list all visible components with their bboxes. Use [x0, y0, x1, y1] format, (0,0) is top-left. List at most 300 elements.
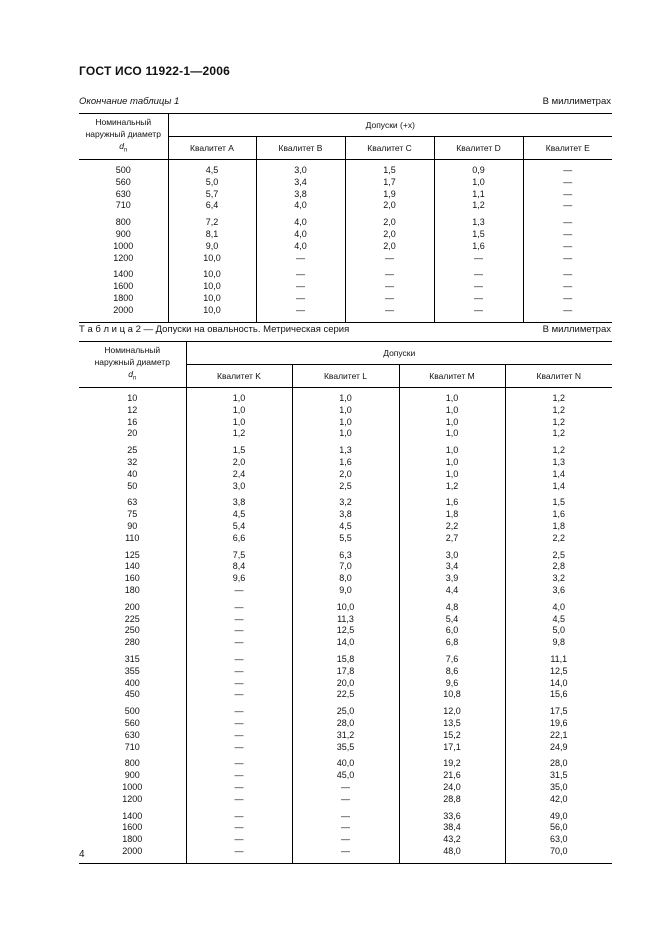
diameter-cell: 250	[124, 625, 140, 636]
tolerance-cell: 70,0	[505, 846, 612, 858]
diameter-cell: 2000	[122, 845, 143, 856]
tolerance-cell: 35,0	[505, 782, 612, 794]
table-row	[79, 165, 612, 177]
tolerance-cell: 4,5	[292, 521, 399, 533]
tolerance-cell: 3,4	[256, 177, 345, 189]
column-header: Квалитет M	[399, 365, 505, 388]
tolerance-cell: —	[292, 822, 399, 834]
tolerance-cell: 1,2	[505, 428, 612, 440]
table-row	[79, 846, 612, 858]
tolerance-cell: 1,6	[505, 509, 612, 521]
tolerance-cell: 2,0	[345, 217, 434, 229]
tolerance-cell: 24,9	[505, 742, 612, 754]
tolerance-cell: 5,4	[399, 614, 505, 626]
tolerance-cell: 7,6	[399, 654, 505, 666]
tolerance-cell: —	[345, 253, 434, 265]
tolerance-cell: —	[434, 269, 523, 281]
tolerance-cell: 1,0	[399, 405, 505, 417]
tolerance-cell: 1,5	[505, 497, 612, 509]
tolerance-cell: 19,2	[399, 758, 505, 770]
tolerance-cell: —	[434, 305, 523, 317]
diameter-cell: 1400	[122, 810, 143, 821]
diameter-cell: 110	[125, 532, 140, 543]
table-row	[79, 229, 612, 241]
table-row	[79, 585, 612, 597]
tolerance-cell: 8,4	[186, 561, 292, 573]
tolerance-cell: —	[292, 811, 399, 823]
tolerance-cell: 6,8	[399, 637, 505, 649]
diameter-cell: 16	[127, 416, 138, 427]
tolerance-cell: 1,1	[434, 189, 523, 201]
tolerance-cell: —	[523, 293, 612, 305]
tolerance-cell: 1,3	[434, 217, 523, 229]
diameter-cell: 90	[127, 520, 138, 531]
table-row	[79, 602, 612, 614]
table-row	[79, 445, 612, 457]
table1-group-header: Допуски (+x)	[168, 114, 612, 137]
table-row	[79, 706, 612, 718]
tolerance-cell: —	[523, 177, 612, 189]
tolerance-cell: 3,2	[292, 497, 399, 509]
tolerance-cell: 1,0	[399, 428, 505, 440]
tolerance-cell: 3,8	[186, 497, 292, 509]
tolerance-cell: —	[523, 229, 612, 241]
column-header: Квалитет E	[523, 137, 612, 160]
table-row	[79, 177, 612, 189]
table-row	[79, 293, 612, 305]
tolerance-cell: —	[186, 770, 292, 782]
tolerance-cell: 6,0	[399, 625, 505, 637]
tolerance-cell: 1,2	[505, 445, 612, 457]
diameter-cell: 125	[124, 549, 140, 560]
table1	[79, 113, 612, 323]
tolerance-cell: 9,0	[168, 241, 256, 253]
diameter-cell: 630	[124, 729, 140, 740]
tolerance-cell: 15,6	[505, 689, 612, 701]
table-row	[79, 822, 612, 834]
tolerance-cell: —	[186, 846, 292, 858]
page-number: 4	[79, 849, 85, 860]
table-row	[79, 200, 612, 212]
diameter-cell: 800	[115, 217, 131, 228]
tolerance-cell: —	[186, 654, 292, 666]
tolerance-cell: 1,5	[186, 445, 292, 457]
tolerance-cell: 1,5	[345, 165, 434, 177]
diameter-cell: 225	[124, 613, 140, 624]
table1-units: В миллиметрах	[542, 96, 611, 107]
tolerance-cell: 1,2	[186, 428, 292, 440]
diameter-cell: 40	[127, 468, 138, 479]
table-row	[79, 457, 612, 469]
table-row	[79, 550, 612, 562]
tolerance-cell: 17,5	[505, 706, 612, 718]
tolerance-cell: —	[186, 758, 292, 770]
table-row	[79, 730, 612, 742]
table-row	[79, 521, 612, 533]
tolerance-cell: 2,2	[505, 533, 612, 545]
tolerance-cell: 1,8	[505, 521, 612, 533]
table-row	[79, 393, 612, 405]
tolerance-cell: —	[186, 811, 292, 823]
tolerance-cell: 1,6	[434, 241, 523, 253]
diameter-cell: 32	[127, 456, 138, 467]
tolerance-cell: 4,8	[399, 602, 505, 614]
tolerance-cell: 2,0	[345, 200, 434, 212]
diameter-cell: 315	[124, 653, 140, 664]
tolerance-cell: 1,5	[434, 229, 523, 241]
table-row	[79, 405, 612, 417]
table-row	[79, 428, 612, 440]
column-header: Квалитет N	[505, 365, 612, 388]
tolerance-cell: 5,5	[292, 533, 399, 545]
tolerance-cell: 15,2	[399, 730, 505, 742]
tolerance-cell: 2,2	[399, 521, 505, 533]
tolerance-cell: 1,8	[399, 509, 505, 521]
table-row	[79, 281, 612, 293]
diameter-cell: 10	[127, 393, 138, 403]
tolerance-cell: 4,0	[505, 602, 612, 614]
tolerance-cell: —	[186, 742, 292, 754]
tolerance-cell: —	[186, 602, 292, 614]
tolerance-cell: 22,1	[505, 730, 612, 742]
tolerance-cell: 2,5	[505, 550, 612, 562]
tolerance-cell: 24,0	[399, 782, 505, 794]
tolerance-cell: 10,0	[168, 281, 256, 293]
tolerance-cell: 48,0	[399, 846, 505, 858]
table-row	[79, 614, 612, 626]
table-row	[79, 718, 612, 730]
column-header: Квалитет D	[434, 137, 523, 160]
tolerance-cell: 0,9	[434, 165, 523, 177]
table-row	[79, 794, 612, 806]
tolerance-cell: 17,8	[292, 666, 399, 678]
tolerance-cell: 2,8	[505, 561, 612, 573]
diameter-cell: 280	[124, 637, 140, 648]
table2-diameter-header: Номинальный наружный диаметр $d_n$	[79, 342, 186, 388]
diameter-cell: 1800	[113, 292, 134, 303]
tolerance-cell: 4,5	[168, 165, 256, 177]
tolerance-cell: 3,0	[256, 165, 345, 177]
tolerance-cell: 1,6	[399, 497, 505, 509]
column-header: Квалитет A	[168, 137, 256, 160]
tolerance-cell: —	[186, 782, 292, 794]
tolerance-cell: —	[186, 822, 292, 834]
tolerance-cell: 1,0	[399, 445, 505, 457]
diameter-cell: 500	[124, 706, 140, 717]
tolerance-cell: 15,8	[292, 654, 399, 666]
diameter-cell: 140	[124, 561, 140, 572]
tolerance-cell: —	[523, 241, 612, 253]
tolerance-cell: 7,2	[168, 217, 256, 229]
tolerance-cell: 4,0	[256, 217, 345, 229]
tolerance-cell: 12,0	[399, 706, 505, 718]
table-row	[79, 509, 612, 521]
tolerance-cell: 12,5	[505, 666, 612, 678]
table-row	[79, 561, 612, 573]
tolerance-cell: —	[434, 293, 523, 305]
diameter-cell: 12	[127, 404, 138, 415]
tolerance-cell: 56,0	[505, 822, 612, 834]
tolerance-cell: 4,4	[399, 585, 505, 597]
tolerance-cell: 1,0	[292, 428, 399, 440]
tolerance-cell: —	[256, 269, 345, 281]
tolerance-cell: 1,2	[505, 405, 612, 417]
diameter-cell: 1600	[113, 281, 134, 292]
tolerance-cell: 8,0	[292, 573, 399, 585]
tolerance-cell: 2,7	[399, 533, 505, 545]
table-row	[79, 533, 612, 545]
tolerance-cell: 1,0	[186, 417, 292, 429]
tolerance-cell: 45,0	[292, 770, 399, 782]
diameter-cell: 1000	[113, 240, 134, 251]
tolerance-cell: 1,0	[292, 405, 399, 417]
tolerance-cell: —	[523, 165, 612, 177]
tolerance-cell: 35,5	[292, 742, 399, 754]
tolerance-cell: 2,4	[186, 469, 292, 481]
tolerance-cell: 3,0	[186, 481, 292, 493]
tolerance-cell: 21,6	[399, 770, 505, 782]
tolerance-cell: 49,0	[505, 811, 612, 823]
tolerance-cell: 4,0	[256, 200, 345, 212]
diameter-cell: 900	[124, 770, 140, 781]
table-row	[79, 481, 612, 493]
diameter-cell: 2000	[113, 304, 134, 315]
tolerance-cell: 40,0	[292, 758, 399, 770]
tolerance-cell: 33,6	[399, 811, 505, 823]
tolerance-cell: —	[256, 281, 345, 293]
tolerance-cell: 1,0	[434, 177, 523, 189]
tolerance-cell: 10,0	[292, 602, 399, 614]
tolerance-cell: 28,0	[292, 718, 399, 730]
tolerance-cell: —	[292, 794, 399, 806]
tolerance-cell: 3,2	[505, 573, 612, 585]
tolerance-cell: 13,5	[399, 718, 505, 730]
tolerance-cell: 1,2	[399, 481, 505, 493]
tolerance-cell: 42,0	[505, 794, 612, 806]
tolerance-cell: —	[186, 585, 292, 597]
tolerance-cell: —	[186, 730, 292, 742]
tolerance-cell: 1,7	[345, 177, 434, 189]
tolerance-cell: —	[256, 293, 345, 305]
tolerance-cell: —	[523, 217, 612, 229]
diameter-cell: 63	[127, 497, 138, 508]
table2-units: В миллиметрах	[542, 324, 611, 335]
diameter-cell: 355	[124, 665, 140, 676]
tolerance-cell: 25,0	[292, 706, 399, 718]
tolerance-cell: 38,4	[399, 822, 505, 834]
tolerance-cell: 1,0	[292, 417, 399, 429]
tolerance-cell: 10,0	[168, 305, 256, 317]
table2	[79, 341, 612, 864]
table-row	[79, 253, 612, 265]
tolerance-cell: —	[345, 269, 434, 281]
tolerance-cell: —	[186, 625, 292, 637]
table2-group-header: Допуски	[186, 342, 612, 365]
tolerance-cell: 10,0	[168, 253, 256, 265]
table-row	[79, 217, 612, 229]
tolerance-cell: —	[345, 293, 434, 305]
tolerance-cell: 63,0	[505, 834, 612, 846]
tolerance-cell: 4,0	[256, 241, 345, 253]
diameter-cell: 200	[124, 601, 140, 612]
tolerance-cell: —	[292, 846, 399, 858]
diameter-cell: 160	[124, 573, 140, 584]
tolerance-cell: 8,1	[168, 229, 256, 241]
tolerance-cell: 1,0	[399, 417, 505, 429]
tolerance-cell: 31,5	[505, 770, 612, 782]
tolerance-cell: 1,9	[345, 189, 434, 201]
document-title: ГОСТ ИСО 11922-1—2006	[79, 64, 230, 78]
tolerance-cell: 1,0	[186, 405, 292, 417]
tolerance-cell: 3,8	[256, 189, 345, 201]
table-row	[79, 573, 612, 585]
tolerance-cell: 1,2	[505, 417, 612, 429]
diameter-cell: 560	[115, 176, 131, 187]
diameter-cell: 75	[127, 509, 138, 520]
tolerance-cell: 7,5	[186, 550, 292, 562]
table-row	[79, 189, 612, 201]
diameter-cell: 50	[127, 480, 138, 491]
tolerance-cell: —	[256, 305, 345, 317]
diameter-cell: 900	[115, 228, 131, 239]
table1-diameter-header: Номинальный наружный диаметр $d_n$	[79, 114, 168, 160]
table-row	[79, 666, 612, 678]
tolerance-cell: 1,2	[505, 393, 612, 405]
tolerance-cell: 3,0	[399, 550, 505, 562]
tolerance-cell: —	[292, 834, 399, 846]
tolerance-cell: 1,0	[399, 469, 505, 481]
diameter-cell: 560	[124, 717, 140, 728]
tolerance-cell: 2,0	[345, 229, 434, 241]
tolerance-cell: —	[186, 718, 292, 730]
tolerance-cell: 1,6	[292, 457, 399, 469]
diameter-cell: 1600	[122, 822, 143, 833]
tolerance-cell: 31,2	[292, 730, 399, 742]
tolerance-cell: 3,4	[399, 561, 505, 573]
tolerance-cell: 2,0	[345, 241, 434, 253]
tolerance-cell: —	[523, 189, 612, 201]
tolerance-cell: —	[345, 281, 434, 293]
tolerance-cell: —	[523, 281, 612, 293]
tolerance-cell: —	[523, 269, 612, 281]
tolerance-cell: 14,0	[505, 678, 612, 690]
tolerance-cell: —	[434, 281, 523, 293]
tolerance-cell: —	[523, 305, 612, 317]
table2-caption: Т а б л и ц а 2 — Допуски на овальность. Метрическая серия	[79, 324, 350, 335]
table-row	[79, 654, 612, 666]
diameter-cell: 180	[124, 584, 140, 595]
tolerance-cell: 17,1	[399, 742, 505, 754]
tolerance-cell: 1,4	[505, 469, 612, 481]
tolerance-cell: 3,8	[292, 509, 399, 521]
tolerance-cell: —	[186, 794, 292, 806]
tolerance-cell: —	[186, 678, 292, 690]
tolerance-cell: 1,0	[399, 393, 505, 405]
tolerance-cell: 6,3	[292, 550, 399, 562]
tolerance-cell: —	[523, 253, 612, 265]
table-row	[79, 758, 612, 770]
tolerance-cell: 11,3	[292, 614, 399, 626]
diameter-cell: 1000	[122, 781, 143, 792]
tolerance-cell: 1,0	[399, 457, 505, 469]
tolerance-cell: 5,7	[168, 189, 256, 201]
diameter-cell: 25	[127, 445, 138, 456]
tolerance-cell: 1,2	[434, 200, 523, 212]
tolerance-cell: 3,9	[399, 573, 505, 585]
table-row	[79, 770, 612, 782]
table-row	[79, 417, 612, 429]
tolerance-cell: 1,3	[505, 457, 612, 469]
table-row	[79, 782, 612, 794]
table-row	[79, 241, 612, 253]
table-row	[79, 678, 612, 690]
tolerance-cell: —	[186, 834, 292, 846]
tolerance-cell: —	[186, 614, 292, 626]
diameter-cell: 710	[124, 741, 140, 752]
column-header: Квалитет C	[345, 137, 434, 160]
tolerance-cell: 8,6	[399, 666, 505, 678]
tolerance-cell: 3,6	[505, 585, 612, 597]
tolerance-cell: 22,5	[292, 689, 399, 701]
tolerance-cell: 2,0	[186, 457, 292, 469]
column-header: Квалитет K	[186, 365, 292, 388]
tolerance-cell: —	[256, 253, 345, 265]
diameter-cell: 500	[115, 165, 131, 175]
tolerance-cell: —	[186, 689, 292, 701]
tolerance-cell: 4,5	[505, 614, 612, 626]
tolerance-cell: 2,5	[292, 481, 399, 493]
diameter-cell: 400	[124, 677, 140, 688]
table-row	[79, 742, 612, 754]
tolerance-cell: 43,2	[399, 834, 505, 846]
tolerance-cell: 10,0	[168, 293, 256, 305]
tolerance-cell: —	[434, 253, 523, 265]
tolerance-cell: —	[345, 305, 434, 317]
table-row	[79, 625, 612, 637]
tolerance-cell: 28,8	[399, 794, 505, 806]
tolerance-cell: 10,8	[399, 689, 505, 701]
table-row	[79, 637, 612, 649]
tolerance-cell: 1,0	[186, 393, 292, 405]
tolerance-cell: —	[523, 200, 612, 212]
tolerance-cell: 4,5	[186, 509, 292, 521]
tolerance-cell: 1,0	[292, 393, 399, 405]
tolerance-cell: 5,0	[505, 625, 612, 637]
tolerance-cell: 11,1	[505, 654, 612, 666]
tolerance-cell: 6,4	[168, 200, 256, 212]
tolerance-cell: 28,0	[505, 758, 612, 770]
tolerance-cell: 20,0	[292, 678, 399, 690]
diameter-cell: 800	[124, 758, 140, 769]
diameter-cell: 450	[124, 689, 140, 700]
tolerance-cell: 1,3	[292, 445, 399, 457]
table1-caption: Окончание таблицы 1	[79, 96, 180, 107]
tolerance-cell: 9,6	[399, 678, 505, 690]
tolerance-cell: 19,6	[505, 718, 612, 730]
tolerance-cell: 5,0	[168, 177, 256, 189]
diameter-cell: 1800	[122, 834, 143, 845]
tolerance-cell: 6,6	[186, 533, 292, 545]
table-row	[79, 497, 612, 509]
tolerance-cell: —	[186, 666, 292, 678]
tolerance-cell: 9,8	[505, 637, 612, 649]
tolerance-cell: —	[292, 782, 399, 794]
tolerance-cell: 9,0	[292, 585, 399, 597]
column-header: Квалитет B	[256, 137, 345, 160]
diameter-cell: 1200	[113, 252, 134, 263]
tolerance-cell: 2,0	[292, 469, 399, 481]
table-row	[79, 689, 612, 701]
